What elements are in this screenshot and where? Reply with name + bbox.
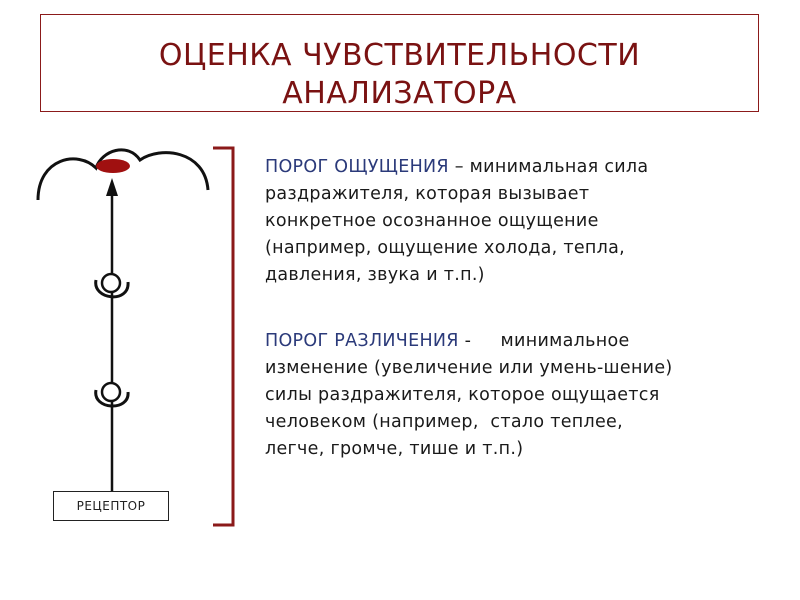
cortex-outline <box>38 150 208 200</box>
title-line-2: АНАЛИЗАТОРА <box>282 76 517 111</box>
definition-line: - минимальное <box>458 331 630 351</box>
term-sensation-threshold: ПОРОГ ОЩУЩЕНИЯ <box>265 157 449 177</box>
definition-line: (например, ощущение холода, тепла, <box>265 238 626 258</box>
definition-line: раздражителя, которая вызывает <box>265 184 590 204</box>
definition-line: – минимальная сила <box>448 157 649 177</box>
definition-line: конкретное осознанное ощущение <box>265 211 599 231</box>
definition-line: легче, громче, тише и т.п.) <box>265 439 524 459</box>
term-discrimination-threshold: ПОРОГ РАЗЛИЧЕНИЯ <box>265 331 459 351</box>
definition-line: человеком (например, стало теплее, <box>265 412 623 432</box>
definition-line: силы раздражителя, которое ощущается <box>265 385 660 405</box>
title-line-1: ОЦЕНКА ЧУВСТВИТЕЛЬНОСТИ <box>158 38 641 73</box>
definition-line: давления, звука и т.п.) <box>265 265 485 285</box>
receptor-label: РЕЦЕПТОР <box>53 491 169 521</box>
neuron-1 <box>102 274 120 292</box>
definition-line: изменение (увеличение или умень-шение) <box>265 358 673 378</box>
sensation-threshold-definition <box>265 154 775 289</box>
cortex-spot <box>96 159 130 173</box>
pathway-arrowhead <box>106 178 118 196</box>
discrimination-threshold-definition <box>265 328 775 463</box>
neuron-2 <box>102 383 120 401</box>
bracket <box>213 148 233 525</box>
